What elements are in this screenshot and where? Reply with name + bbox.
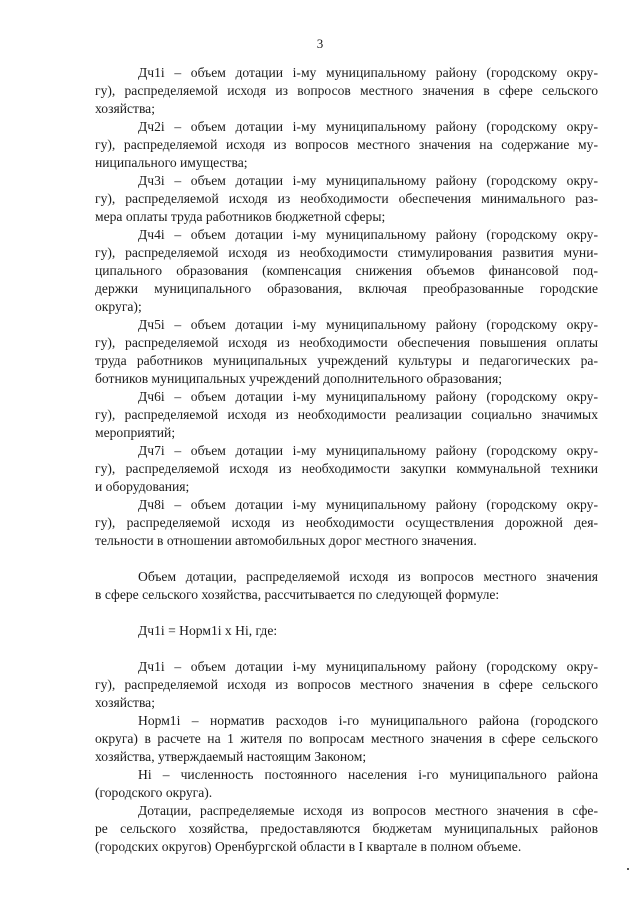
text-line: Нi – численность постоянного населения i-го муниципального района <box>138 767 598 782</box>
text-line: ботников муниципальных учреждений дополнительного образования; <box>95 371 502 386</box>
text-line: Дч6i – объем дотации i-му муниципальному району (городскому окру- <box>138 389 598 404</box>
text-line: Дч5i – объем дотации i-му муниципальному району (городскому окру- <box>138 317 598 332</box>
text-line: округа); <box>95 299 142 314</box>
text-line: Дч1i = Норм1i x Нi, где: <box>138 623 278 638</box>
text-line: гу), распределяемой исходя из необходимости обеспечения повышения оплаты <box>95 335 598 350</box>
text-line: ре сельского хозяйства, предоставляются бюджетам муниципальных районов <box>95 821 598 836</box>
text-line: (городских округов) Оренбургской области в I квартале в полном объеме. <box>95 839 522 854</box>
scan-speck <box>627 868 629 870</box>
text-line: Дч7i – объем дотации i-му муниципальному району (городскому окру- <box>138 443 598 458</box>
text-line: Норм1i – норматив расходов i-го муниципального района (городского <box>138 713 598 728</box>
text-line: держки муниципального образования, включая преобразованные городские <box>95 281 598 296</box>
text-line: Дч4i – объем дотации i-му муниципальному району (городскому окру- <box>138 227 598 242</box>
text-line: в сфере сельского хозяйства, рассчитывается по следующей формуле: <box>95 587 500 602</box>
text-line: Дч2i – объем дотации i-му муниципальному району (городскому окру- <box>138 119 598 134</box>
text-line: Дч1i – объем дотации i-му муниципальному району (городскому окру- <box>138 65 598 80</box>
text-line: Объем дотации, распределяемой исходя из вопросов местного значения <box>138 569 598 584</box>
text-line: Дч1i – объем дотации i-му муниципальному району (городскому окру- <box>138 659 598 674</box>
text-line: ципального образования (компенсация снижения объемов финансовой под- <box>95 263 598 278</box>
text-line: мера оплаты труда работников бюджетной сферы; <box>95 209 386 224</box>
text-line: гу), распределяемой исходя из необходимости реализации социально значимых <box>95 407 598 422</box>
text-line: хозяйства, утверждаемый настоящим Законом; <box>95 749 367 764</box>
text-line: гу), распределяемой исходя из необходимости осуществления дорожной дея- <box>95 515 598 530</box>
text-line: гу), распределяемой исходя из необходимости стимулирования развития муни- <box>95 245 598 260</box>
text-line: тельности в отношении автомобильных дорог местного значения. <box>95 533 477 548</box>
text-line: гу), распределяемой исходя из необходимости обеспечения минимального раз- <box>95 191 598 206</box>
text-line: мероприятий; <box>95 425 176 440</box>
text-line: (городского округа). <box>95 785 213 800</box>
text-line: хозяйства; <box>95 695 155 710</box>
text-line: Дч3i – объем дотации i-му муниципальному району (городскому окру- <box>138 173 598 188</box>
text-line: хозяйства; <box>95 101 155 116</box>
text-line: гу), распределяемой исходя из вопросов местного значения в сфере сельского <box>95 83 598 98</box>
text-line: Дч8i – объем дотации i-му муниципальному району (городскому окру- <box>138 497 598 512</box>
text-line: и оборудования; <box>95 479 190 494</box>
text-line: гу), распределяемой исходя из вопросов местного значения на содержание му- <box>95 137 598 152</box>
text-line: ниципального имущества; <box>95 155 248 170</box>
text-line: гу), распределяемой исходя из вопросов местного значения в сфере сельского <box>95 677 598 692</box>
text-line: гу), распределяемой исходя из необходимости закупки коммунальной техники <box>95 461 598 476</box>
text-line: округа) в расчете на 1 жителя по вопросам местного значения в сфере сельского <box>95 731 598 746</box>
text-line: Дотации, распределяемые исходя из вопросов местного значения в сфе- <box>138 803 598 818</box>
text-line: труда работников муниципальных учреждений культуры и педагогических ра- <box>95 353 598 368</box>
page-number: 3 <box>316 36 324 51</box>
